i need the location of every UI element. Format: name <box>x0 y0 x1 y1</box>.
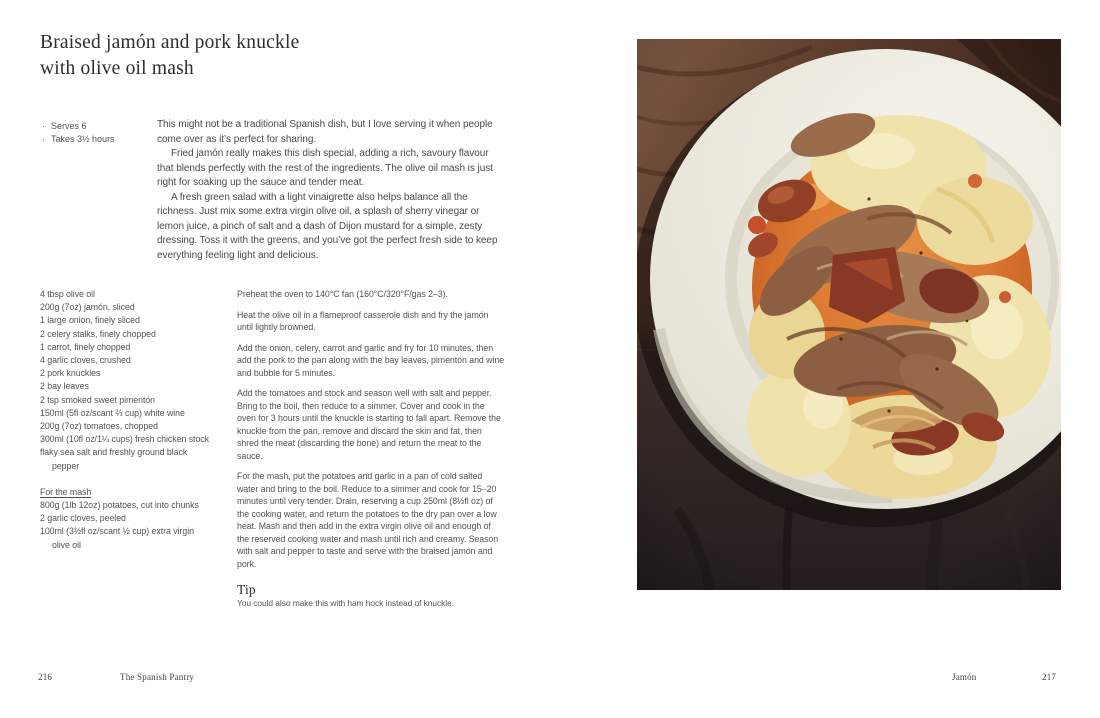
ingredients-list <box>40 288 212 473</box>
photo-vignette <box>637 39 1061 590</box>
method-step: Heat the olive oil in a flameproof casserole dish and fry the jamón until lightly browned. <box>237 309 489 332</box>
ingredient-item: 100ml (3½fl oz/scant ½ cup) extra virgin olive oil <box>40 526 194 550</box>
intro-paragraph: Fried jamón really makes this dish special, adding a rich, savoury flavour that blends perfectly with the rest of the ingredients. The olive oil mash is just right for soaking up the sauce and tender meat. <box>157 148 493 188</box>
method-step: Add the onion, celery, carrot and garlic and fry for 10 minutes, then add the pork to the pan along with the bay leaves, pimentón and wine and bubble for 5 minutes. <box>237 342 505 378</box>
tip-heading: Tip <box>237 582 256 597</box>
recipe-title-line2: with olive oil mash <box>40 58 194 79</box>
ingredient-item: 1 large onion, finely sliced <box>40 315 140 326</box>
ingredient-item: 2 garlic cloves, peeled <box>40 513 126 524</box>
ingredient-item: 800g (1lb 12oz) potatoes, cut into chunks <box>40 500 199 511</box>
ingredient-item: 2 bay leaves <box>40 381 89 392</box>
intro-paragraph: This might not be a traditional Spanish dish, but I love serving it when people come over as it’s perfect for sharing. <box>157 119 493 145</box>
right-page-number: 217 <box>1042 672 1057 682</box>
mash-ingredients-list <box>40 499 212 552</box>
ingredient-item: 300ml (10fl oz/1¼ cups) fresh chicken stock <box>40 434 209 445</box>
ingredients-column <box>40 288 212 552</box>
method-step: Preheat the oven to 140°C fan (160°C/320°F/gas 2–3). <box>237 289 448 299</box>
ingredient-item: 2 tsp smoked sweet pimentón <box>40 394 156 405</box>
left-running-footer: The Spanish Pantry <box>120 672 195 682</box>
ingredient-item: 200g (7oz) jamón, sliced <box>40 302 135 313</box>
method-step: Add the tomatoes and stock and season well with salt and pepper. Bring to the boil, then reduce to a simmer. Cover and cook in the oven for 3 hours until the knuckle is starting to fall apart. Remove the knuckle from the pan, remove and discard the skin and fat, then shred the meat (discarding the bone) and return the meat to the sauce. <box>237 388 501 461</box>
method-step: For the mash, put the potatoes and garlic in a pan of cold salted water and bring to the boil. Reduce to a simmer and cook for 15–20 minutes until very tender. Drain, reserving a cup 250ml (8½fl oz) of the cooking water, and return the potatoes to the dry pan over a low heat. Mash and then add in the extra virgin olive oil and enough of the reserved cooking water and mash until rich and creamy. Season with salt and pepper to taste and serve with the braised jamón and pork. <box>237 471 499 569</box>
left-page-number: 216 <box>38 672 53 682</box>
ingredient-item: flaky sea salt and freshly ground black pepper <box>40 447 188 471</box>
tip-text: You could also make this with ham hock instead of knuckle. <box>237 597 454 608</box>
recipe-intro <box>157 118 498 263</box>
ingredient-item: 150ml (5fl oz/scant ⅔ cup) white wine <box>40 407 185 418</box>
ingredient-item: 4 garlic cloves, crushed <box>40 355 131 366</box>
ingredient-item: 4 tbsp olive oil <box>40 289 95 299</box>
time-label: · Takes 3½ hours <box>42 133 115 146</box>
mash-subheading: For the mash <box>40 486 92 497</box>
right-running-footer: Jamón <box>952 672 977 682</box>
recipe-meta <box>42 120 115 146</box>
intro-paragraph: A fresh green salad with a light vinaigrette also helps balance all the richness. Just mix some extra virgin olive oil, a splash of sherry vinegar or lemon juice, a pinch of salt and a dash of Dijon mustard for a simple, zesty dressing. Toss it with the greens, and you’ve got the perfect fresh side to keep everything feeling light and delicious. <box>157 191 498 261</box>
recipe-photo-art <box>637 39 1061 590</box>
recipe-photo <box>637 39 1061 590</box>
ingredient-item: 2 celery stalks, finely chopped <box>40 328 156 339</box>
ingredient-item: 200g (7oz) tomatoes, chopped <box>40 421 158 432</box>
recipe-title <box>40 30 299 82</box>
ingredient-item: 2 pork knuckles <box>40 368 101 379</box>
recipe-title-line1: Braised jamón and pork knuckle <box>40 32 300 53</box>
ingredient-item: 1 carrot, finely chopped <box>40 341 131 352</box>
method-column <box>237 288 505 617</box>
serves-label: · Serves 6 <box>42 120 115 133</box>
